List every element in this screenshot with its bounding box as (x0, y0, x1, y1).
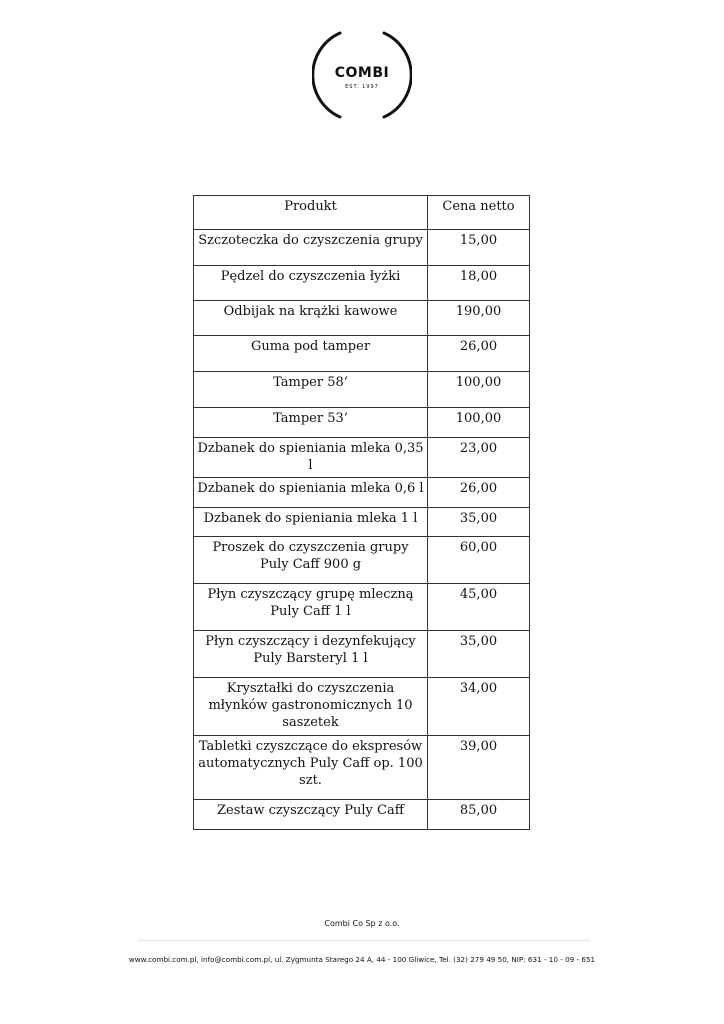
product-name: Dzbanek do spieniania mleka 0,6 l (194, 478, 428, 508)
product-name: Dzbanek do spieniania mleka 0,35 l (194, 438, 428, 478)
table-row (194, 336, 530, 372)
table-row (194, 631, 530, 678)
table-row (194, 301, 530, 336)
table-row (194, 537, 530, 584)
product-name: Proszek do czyszczenia grupy Puly Caff 900 g (194, 537, 428, 584)
logo-name: COMBI (334, 65, 390, 81)
product-name: Zestaw czyszczący Puly Caff (194, 800, 428, 830)
product-price: 60,00 (428, 537, 530, 584)
product-name: Płyn czyszczący i dezynfekujący Puly Barsteryl 1 l (194, 631, 428, 678)
product-name: Guma pod tamper (194, 336, 428, 372)
header-product: Produkt (194, 196, 428, 230)
table-header-row (194, 196, 530, 230)
table-row (194, 678, 530, 736)
header-price: Cena netto (428, 196, 530, 230)
product-name: Dzbanek do spieniania mleka 1 l (194, 508, 428, 537)
price-table (193, 195, 530, 830)
logo (312, 27, 412, 123)
product-price: 100,00 (428, 372, 530, 408)
table-row (194, 800, 530, 830)
table-row (194, 478, 530, 508)
product-price: 26,00 (428, 336, 530, 372)
product-price: 18,00 (428, 266, 530, 301)
table-row (194, 372, 530, 408)
product-name: Płyn czyszczący grupę mleczną Puly Caff 1 l (194, 584, 428, 631)
product-name: Pędzel do czyszczenia łyżki (194, 266, 428, 301)
product-price: 39,00 (428, 736, 530, 800)
product-price: 35,00 (428, 508, 530, 537)
product-price: 45,00 (428, 584, 530, 631)
footer-divider (138, 940, 590, 941)
product-price: 23,00 (428, 438, 530, 478)
product-price: 35,00 (428, 631, 530, 678)
table-row (194, 438, 530, 478)
table-row (194, 736, 530, 800)
product-price: 190,00 (428, 301, 530, 336)
product-price: 85,00 (428, 800, 530, 830)
product-name: Odbijak na krążki kawowe (194, 301, 428, 336)
product-name: Szczoteczka do czyszczenia grupy (194, 230, 428, 266)
table-row (194, 230, 530, 266)
product-name: Tamper 58‘ (194, 372, 428, 408)
product-price: 100,00 (428, 408, 530, 438)
table-row (194, 266, 530, 301)
product-name: Kryształki do czyszczenia młynków gastronomicznych 10 saszetek (194, 678, 428, 736)
product-price: 34,00 (428, 678, 530, 736)
table-row (194, 508, 530, 537)
product-name: Tamper 53‘ (194, 408, 428, 438)
product-name: Tabletki czyszczące do ekspresów automatycznych Puly Caff op. 100 szt. (194, 736, 428, 800)
footer-company: Combi Co Sp z o.o. (324, 919, 400, 928)
product-price: 26,00 (428, 478, 530, 508)
table-row (194, 408, 530, 438)
footer-contact: www.combi.com.pl, info@combi.com.pl, ul. Zygmunta Starego 24 A, 44 - 100 Gliwice, Tel. (32) 279 49 50, NIP: 631 - 10 - 09 - 651 (128, 955, 596, 964)
product-price: 15,00 (428, 230, 530, 266)
logo-established: EST. 1997 (345, 84, 379, 90)
table-row (194, 584, 530, 631)
